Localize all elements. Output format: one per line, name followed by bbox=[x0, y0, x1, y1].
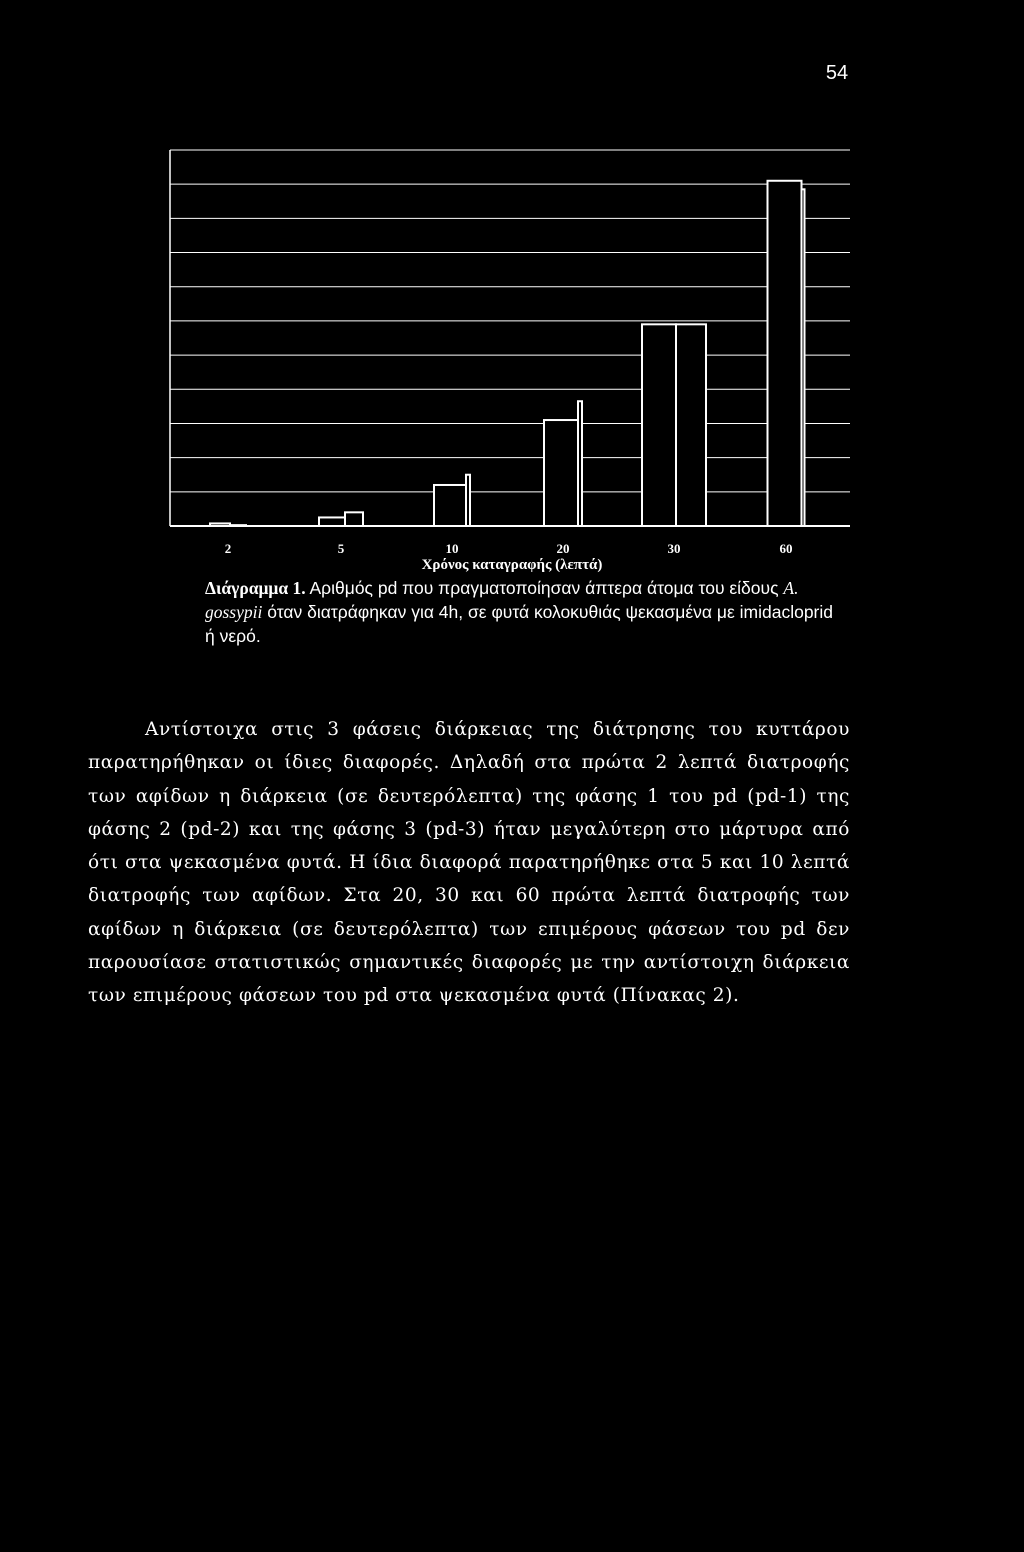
x-tick-label: 20 bbox=[556, 541, 570, 556]
x-tick-label: 30 bbox=[667, 541, 681, 556]
bar-20-series-2 bbox=[578, 401, 582, 526]
paragraph: Αντίστοιχα στις 3 φάσεις διάρκειας της διάτρησης του κυττάρου παρατηρήθηκαν οι ίδιες διαφορές. Δηλαδή στα πρώτα 2 λεπτά διατροφής των αφίδων η διάρκεια (σε δευτερόλεπτα) της φάσης 1 του pd (pd-1) της φάσης 2 (pd-2) και της φάσης 3 (pd-3) ήταν μεγαλύτερη στο μάρτυρα από ότι στα ψεκασμένα φυτά. Η ίδια διαφορά παρατηρήθηκε στα 5 και 10 λεπτά διατροφής των αφίδων. Στα 20, 30 και 60 πρώτα λεπτά διατροφής των αφίδων η διάρκεια (σε δευτερόλεπτα) των επιμέρους φάσεων του pd δεν παρουσίασε στατιστικώς σημαντικές διαφορές με την αντίστοιχη διάρκεια των επιμέρους φάσεων του pd στα ψεκασμένα φυτά (Πίνακας 2). bbox=[88, 719, 850, 1007]
x-tick-label: 10 bbox=[445, 541, 459, 556]
bar-30-series-1 bbox=[642, 324, 676, 526]
page-number: 54 bbox=[825, 62, 849, 84]
x-axis-title: Χρόνος καταγραφής (λεπτά) bbox=[421, 557, 603, 573]
body-text bbox=[88, 713, 850, 1013]
bar-60-series-2 bbox=[802, 189, 805, 526]
bar-5-series-2 bbox=[345, 512, 363, 526]
caption-text: Αριθμός pd που πραγματοποίησαν άπτερα άτομα του είδους bbox=[305, 578, 784, 598]
bar-5-series-1 bbox=[319, 517, 345, 526]
chart-gridlines bbox=[170, 150, 850, 492]
bar-10-series-1 bbox=[434, 485, 466, 526]
x-tick-label: 60 bbox=[779, 541, 793, 556]
bar-chart bbox=[160, 140, 850, 560]
caption-species: A. gossypii bbox=[205, 578, 799, 622]
bar-20-series-1 bbox=[544, 420, 578, 526]
chart-bars bbox=[210, 181, 805, 526]
figure-caption bbox=[205, 576, 845, 648]
x-tick-label: 2 bbox=[224, 541, 232, 556]
caption-label: Διάγραμμα 1. bbox=[205, 578, 306, 598]
x-tick-label: 5 bbox=[337, 541, 345, 556]
bar-10-series-2 bbox=[466, 475, 470, 526]
caption-text: όταν διατράφηκαν για 4h, σε φυτά κολοκυθιάς ψεκασμένα με imidacloprid ή νερό. bbox=[205, 602, 833, 646]
bar-30-series-2 bbox=[676, 324, 706, 526]
bar-60-series-1 bbox=[768, 181, 802, 526]
